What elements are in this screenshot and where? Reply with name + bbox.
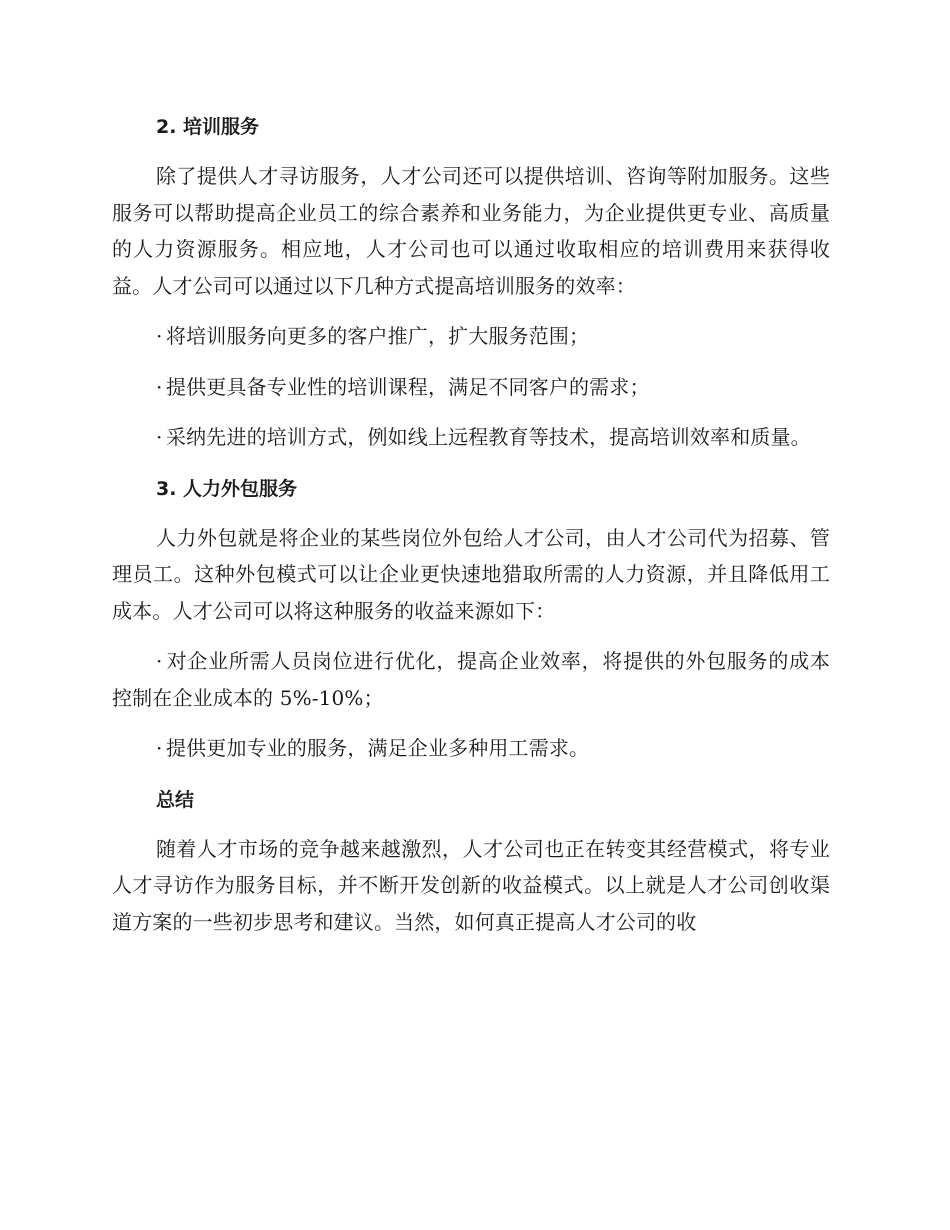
bullet-marker: · [156, 324, 163, 348]
bullet-marker: · [156, 374, 163, 399]
section-paragraph-outsourcing: 人力外包就是将企业的某些岗位外包给人才公司，由人才公司代为招募、管理员工。这种外包模式可以让企业更快速地猎取所需的人力资源，并且降低用工成本。人才公司可以将这种服务的收益来源如下： [112, 525, 830, 623]
bullet-item [112, 318, 830, 355]
section-heading-training: 2. 培训服务 [156, 116, 260, 138]
bullet-item [112, 730, 830, 767]
bullet-marker: · [156, 649, 163, 673]
bullet-text: 对企业所需人员岗位进行优化，提高企业效率，将提供的外包服务的成本控制在企业成本的 5%-10%； [112, 649, 830, 710]
section-paragraph-training: 除了提供人才寻访服务，人才公司还可以提供培训、咨询等附加服务。这些服务可以帮助提高企业员工的综合素养和业务能力，为企业提供更专业、高质量的人力资源服务。相应地，人才公司也可以通过收取相应的培训费用来获得收益。人才公司可以通过以下几种方式提高培训服务的效率： [112, 164, 830, 298]
bullet-item [112, 643, 830, 716]
bullet-text: 提供更具备专业性的培训课程，满足不同客户的需求； [166, 374, 650, 399]
document-body [112, 108, 830, 954]
bullet-text: 提供更加专业的服务，满足企业多种用工需求。 [166, 736, 590, 760]
section-paragraph-summary: 随着人才市场的竞争越来越激烈，人才公司也正在转变其经营模式，将专业人才寻访作为服务目标，并不断开发创新的收益模式。以上就是人才公司创收渠道方案的一些初步思考和建议。当然，如何真正提高人才公司的收 [112, 836, 830, 934]
bullet-item [112, 369, 830, 406]
bullet-item [112, 419, 830, 456]
section-heading-summary: 总结 [156, 788, 195, 811]
bullet-text: 采纳先进的培训方式，例如线上远程教育等技术，提高培训效率和质量。 [166, 425, 811, 449]
section-heading-outsourcing: 3. 人力外包服务 [156, 477, 298, 500]
bullet-text: 将培训服务向更多的客户推广，扩大服务范围； [166, 324, 590, 348]
bullet-marker: · [156, 425, 163, 449]
bullet-marker: · [156, 736, 163, 760]
